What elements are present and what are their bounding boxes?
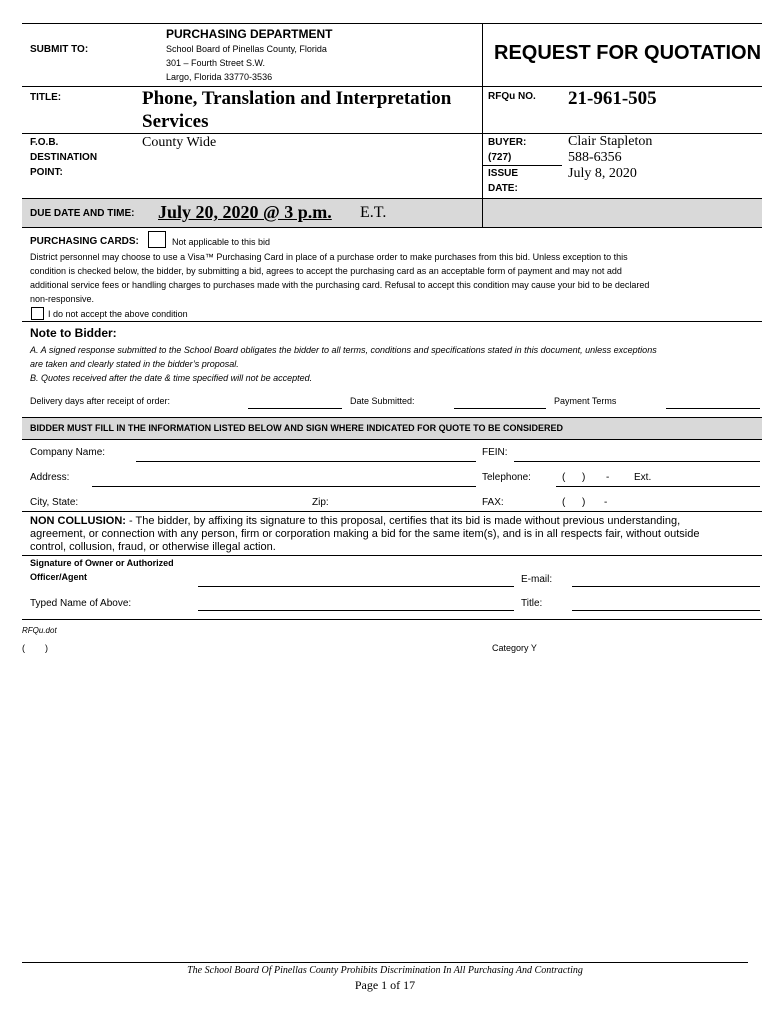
company-name-field[interactable] bbox=[136, 461, 476, 462]
buyer-label: BUYER: bbox=[488, 137, 527, 148]
title-label: TITLE: bbox=[30, 92, 62, 103]
signature-field[interactable] bbox=[198, 586, 514, 587]
address-field[interactable] bbox=[92, 486, 476, 487]
fein-field[interactable] bbox=[514, 461, 760, 462]
rfq-number-value: 21-961-505 bbox=[568, 88, 657, 109]
date-submitted-label: Date Submitted: bbox=[350, 396, 415, 406]
title-value-line-2: Services bbox=[142, 111, 209, 132]
decline-text: I do not accept the above condition bbox=[48, 309, 188, 319]
fob-value: County Wide bbox=[142, 135, 217, 150]
note-b-line: B. Quotes received after the date & time specified will not be accepted. bbox=[30, 373, 313, 383]
signature-label-1: Signature of Owner or Authorized bbox=[30, 558, 174, 568]
due-date-value: July 20, 2020 @ 3 p.m. bbox=[158, 202, 332, 222]
telephone-area-code: ( ) bbox=[562, 472, 586, 483]
telephone-field[interactable] bbox=[556, 486, 760, 487]
fob-label-1: F.O.B. bbox=[30, 137, 59, 148]
non-collusion-line-2: agreement, or connection with any person, firm or corporation making a bid for the same item(s), and is in all respects fair, without outside bbox=[30, 528, 700, 540]
note-to-bidder-heading: Note to Bidder: bbox=[30, 326, 117, 340]
typed-name-label: Typed Name of Above: bbox=[30, 598, 132, 609]
zip-label: Zip: bbox=[312, 497, 329, 508]
submit-to-label: SUBMIT TO: bbox=[30, 44, 89, 55]
delivery-days-label: Delivery days after receipt of order: bbox=[30, 396, 171, 406]
buyer-phone: 588-6356 bbox=[568, 150, 622, 165]
page-number: Page 1 of 17 bbox=[354, 978, 416, 992]
title-value-line-1: Phone, Translation and Interpretation bbox=[142, 88, 452, 109]
signature-label-2: Officer/Agent bbox=[30, 572, 88, 582]
payment-terms-label: Payment Terms bbox=[554, 396, 617, 406]
typed-name-field[interactable] bbox=[198, 610, 514, 611]
address-line-3: Largo, Florida 33770-3536 bbox=[166, 72, 273, 82]
non-collusion-text-1: - The bidder, by affixing its signature to this proposal, certifies that its bid is made without previous understanding, bbox=[125, 515, 681, 527]
form-code: RFQu.dot bbox=[22, 626, 57, 635]
footer-paren: ( ) bbox=[22, 643, 48, 653]
non-collusion-line-3: control, collusion, fraud, or otherwise illegal action. bbox=[30, 541, 276, 553]
purchasing-cards-label: PURCHASING CARDS: bbox=[30, 236, 139, 247]
title-field[interactable] bbox=[572, 610, 760, 611]
company-name-label: Company Name: bbox=[30, 447, 106, 458]
address-line-1: School Board of Pinellas County, Florida bbox=[166, 44, 327, 54]
not-applicable-checkbox[interactable] bbox=[148, 231, 166, 248]
non-collusion-heading: NON COLLUSION: bbox=[30, 515, 126, 527]
city-state-label: City, State: bbox=[30, 497, 79, 508]
address-line-2: 301 – Fourth Street S.W. bbox=[166, 58, 266, 68]
nondiscrimination-statement: The School Board Of Pinellas County Prohibits Discrimination In All Purchasing And Contracting bbox=[187, 965, 583, 976]
fax-dash: - bbox=[604, 497, 608, 508]
rfq-number-label: RFQu NO. bbox=[488, 91, 536, 102]
category-label: Category Y bbox=[492, 643, 537, 653]
purchasing-card-paragraph-4: non-responsive. bbox=[30, 294, 95, 304]
buyer-name: Clair Stapleton bbox=[568, 134, 653, 149]
telephone-dash: - bbox=[606, 472, 610, 483]
issue-date: July 8, 2020 bbox=[568, 166, 637, 181]
telephone-label: Telephone: bbox=[482, 472, 531, 483]
fob-label-2: DESTINATION bbox=[30, 152, 98, 163]
fax-area-code: ( ) bbox=[562, 497, 586, 508]
address-label: Address: bbox=[30, 472, 70, 483]
purchasing-card-paragraph-1: District personnel may choose to use a Visa™ Purchasing Card in place of a purchase order to make purchases from this bid. Unless exception to this bbox=[30, 252, 628, 262]
note-a-line-1: A. A signed response submitted to the School Board obligates the bidder to all terms, conditions and specifications stated in this document, unless exceptions bbox=[30, 345, 657, 355]
purchasing-card-paragraph-2: condition is checked below, the bidder, by submitting a bid, agrees to accept the purchasing card as an acceptable form of payment and may not add bbox=[30, 266, 622, 276]
issue-label-1: ISSUE bbox=[488, 168, 519, 179]
date-submitted-field[interactable] bbox=[454, 408, 546, 409]
due-date-timezone: E.T. bbox=[360, 204, 387, 221]
form-title: REQUEST FOR QUOTATION bbox=[494, 42, 762, 64]
non-collusion-line-1 bbox=[30, 515, 680, 527]
purchasing-card-paragraph-3: additional service fees or handling charges to purchases made with the purchasing card. Refusal to accept this condition may cause your bid to be declared bbox=[30, 280, 650, 290]
extension-label: Ext. bbox=[634, 472, 652, 483]
issue-label-2: DATE: bbox=[488, 183, 518, 194]
note-a-line-2: are taken and clearly stated in the bidder’s proposal. bbox=[30, 359, 239, 369]
fax-label: FAX: bbox=[482, 497, 504, 508]
fob-label-3: POINT: bbox=[30, 167, 63, 178]
email-field[interactable] bbox=[572, 586, 760, 587]
title-field-label: Title: bbox=[521, 598, 543, 609]
bidder-banner-text: BIDDER MUST FILL IN THE INFORMATION LISTED BELOW AND SIGN WHERE INDICATED FOR QUOTE TO BE CONSIDERED bbox=[30, 423, 563, 433]
buyer-phone-area: (727) bbox=[488, 152, 512, 163]
purchasing-department-heading: PURCHASING DEPARTMENT bbox=[166, 27, 333, 41]
fein-label: FEIN: bbox=[482, 447, 508, 458]
payment-terms-field[interactable] bbox=[666, 408, 760, 409]
decline-checkbox[interactable] bbox=[31, 307, 44, 320]
email-label: E-mail: bbox=[521, 574, 553, 585]
not-applicable-text: Not applicable to this bid bbox=[172, 237, 271, 247]
due-date-label: DUE DATE AND TIME: bbox=[30, 208, 135, 219]
delivery-days-field[interactable] bbox=[248, 408, 342, 409]
